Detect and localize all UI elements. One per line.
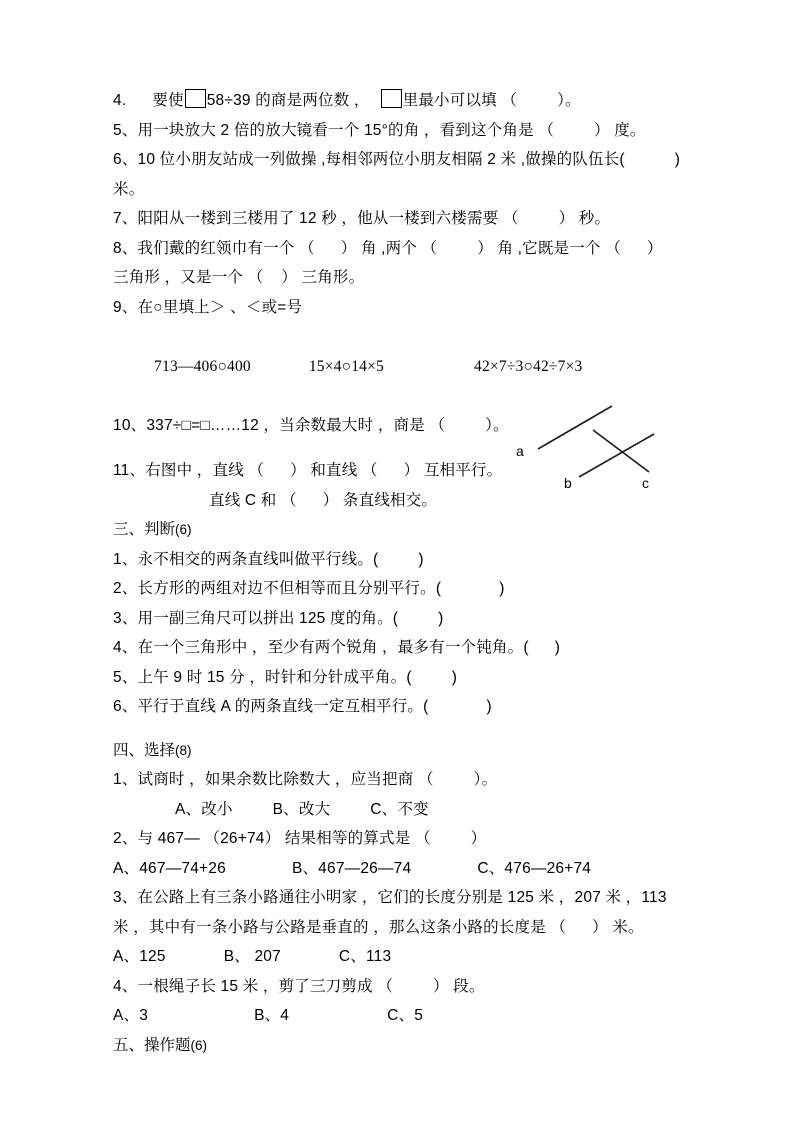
choice-1-stem-tail: ）。 [473,771,498,788]
parallel-lines-figure [516,402,676,494]
choice-3-option-a[interactable]: A、125 [113,948,166,965]
q6-continuation: 米。 [113,180,145,198]
line-a-segment [538,406,612,449]
judgement-item-text: 6、平行于直线 A 的两条直线一定互相平行。( [113,698,429,715]
q5-tail: ） 度。 [594,121,646,139]
judgement-item [113,633,693,663]
judgement-item-text: 3、用一副三角尺可以拼出 125 度的角。( [113,609,399,627]
section-heading-operation [113,1031,693,1061]
judgement-item-tail: ) [418,550,424,568]
choice-4-stem: 4、一根绳子长 15 米 ，剪了三刀剪成 （ [113,977,393,995]
question-9 [113,293,693,323]
judgement-item [113,574,693,604]
line-c-segment [593,430,649,472]
choice-2-option-c[interactable]: C、476—26+74 [477,859,592,877]
judgement-item-text: 5、上午 9 时 15 分 ，时针和分针成平角。( [113,668,412,686]
choice-3-stem: 3、在公路上有三条小路通往小明家 ，它们的长度分别是 125 米 ，207 米 ，113 [113,889,667,906]
choice-question-3 [113,883,693,913]
q10-tail: ）。 [485,416,509,434]
q8-text-d: ） [646,239,663,257]
q7-tail: ） 秒。 [558,210,611,227]
q4-text-b: 58÷39 的商是两位数 ， [206,92,370,109]
judgement-item-text: 4、在一个三角形中 ，至少有两个锐角 ，最多有一个钝角。( [113,639,529,656]
operation-heading-text: 五、操作题 [113,1036,191,1054]
q8-text-c: ） 角 ,它既是一个 （ [477,239,621,257]
choice-4-option-a[interactable]: A、3 [113,1007,149,1024]
judgement-item-tail: ) [554,639,561,656]
choice-1-options [113,795,693,825]
answer-box-2[interactable] [381,89,402,108]
question-4 [113,86,693,116]
figure-label-a: a [516,443,524,459]
figure-label-c: c [642,475,649,491]
section-heading-choice [113,736,693,766]
choice-3-stem-tail: ） 米。 [592,918,644,936]
q11-line2-b: ） 条直线相交。 [322,491,438,509]
choice-4-option-c[interactable]: C、5 [387,1007,424,1024]
judgement-item-text: 1、永不相交的两条直线叫做平行线。( [113,550,379,568]
judgement-item [113,663,693,693]
choice-2-stem-tail: ） [470,830,487,847]
q11-text-a: 11、右图中 ，直线 （ [113,462,265,479]
q4-text-c: 里最小可以填 （ [402,92,518,109]
choice-question-3-line2 [113,913,693,943]
q8-continuation-a: 三角形 ，又是一个 （ [113,269,264,286]
choice-3-option-c[interactable]: C、113 [338,948,392,965]
judgement-item [113,604,693,634]
choice-4-stem-tail: ） 段。 [433,977,485,995]
q9-expression-2: 15×4○14×5 [308,357,385,375]
worksheet-content [113,86,693,1060]
q10-text: 10、337÷□=□……12 ，当余数最大时 ，商是 （ [113,416,446,434]
q9-expression-3: 42×7÷3○42÷7×3 [474,357,583,375]
choice-1-option-b[interactable]: B、改大 [272,800,331,818]
q6-tail: ) [674,151,681,168]
judgement-item-tail: ) [486,698,492,715]
question-9-expressions [113,322,693,411]
choice-1-stem: 1、试商时 ，如果余数比除数大 ，应当把商 （ [113,771,434,788]
question-5 [113,116,693,146]
question-6-continuation [113,175,693,205]
answer-box-1[interactable] [185,89,206,108]
choice-heading-score: (8) [175,742,192,758]
question-6 [113,145,693,175]
question-7 [113,204,693,234]
q11-text-c: ） 互相平行。 [403,462,503,479]
judgement-item-tail: ) [499,580,505,597]
choice-1-option-a[interactable]: A、改小 [175,800,233,818]
choice-1-option-c[interactable]: C、不变 [370,800,429,818]
q4-number: 4. [113,92,127,109]
choice-3-option-b[interactable]: B、 207 [223,948,281,965]
figure-label-b: b [564,475,572,491]
q7-text: 7、阳阳从一楼到三楼用了 12 秒 ，他从一楼到六楼需要 （ [113,210,519,227]
choice-4-option-b[interactable]: B、4 [254,1007,290,1024]
choice-4-options [113,1001,693,1031]
choice-question-1 [113,765,693,795]
q4-text-d: ）。 [557,92,581,109]
judgement-item [113,545,693,575]
q11-text-b: ） 和直线 （ [290,462,378,479]
q8-continuation-b: ） 三角形。 [281,269,365,286]
judgement-heading-score: (6) [175,522,192,537]
choice-2-option-a[interactable]: A、467—74+26 [113,859,226,877]
q9-expression-1: 713—406○400 [154,357,251,375]
q8-text-b: ） 角 ,两个 （ [340,239,438,257]
line-b-segment [579,434,654,477]
choice-2-options [113,854,693,884]
choice-question-4 [113,972,693,1002]
choice-3-options [113,942,693,972]
q4-text-a: 要使 [152,92,184,109]
judgement-heading-text: 三、判断 [113,521,176,538]
judgement-item-tail: ) [438,609,444,627]
q11-line2-a: 直线 C 和 （ [209,491,297,509]
choice-2-option-b[interactable]: B、467—26—74 [291,859,412,877]
choice-2-stem: 2、与 467— （26+74） 结果相等的算式是 （ [113,830,431,847]
question-8-continuation [113,263,693,293]
q5-text: 5、用一块放大 2 倍的放大镜看一个 15°的角 ，看到这个角是 （ [113,121,555,139]
operation-heading-score: (6) [190,1037,208,1053]
q9-text: 9、在○里填上＞ 、＜或=号 [113,298,303,316]
choice-question-2 [113,824,693,854]
judgement-item [113,692,693,722]
parallel-lines-svg [516,402,676,494]
section-heading-judgement [113,515,693,545]
question-8 [113,234,693,264]
choice-3-stem-line2: 米 ，其中有一条小路与公路是垂直的 ，那么这条小路的长度是 （ [113,918,567,936]
choice-heading-text: 四、选择 [113,741,176,759]
q6-text: 6、10 位小朋友站成一列做操 ,每相邻两位小朋友相隔 2 米 ,做操的队伍长( [113,151,625,168]
judgement-item-tail: ) [451,668,458,686]
q8-text-a: 8、我们戴的红领巾有一个 （ [113,239,315,257]
judgement-item-text: 2、长方形的两组对边不但相等而且分别平行。( [113,580,442,597]
